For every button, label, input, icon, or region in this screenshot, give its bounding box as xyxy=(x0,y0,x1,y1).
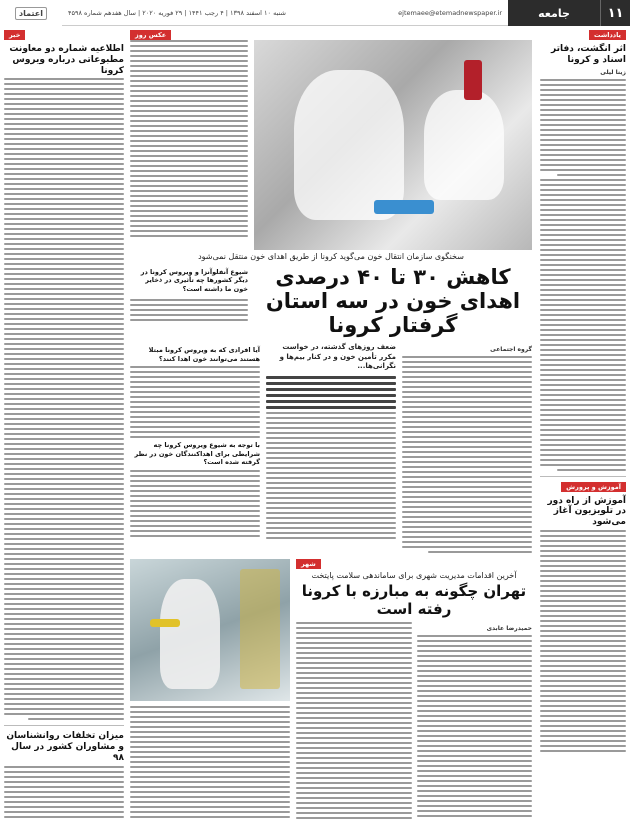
second-headline: تهران چگونه به مبارزه با کرونا رفته است xyxy=(301,582,527,619)
blood-donation-photo xyxy=(254,40,532,250)
second-story-side-text xyxy=(130,706,290,820)
second-author: حمیدرضا عابدی xyxy=(486,625,532,633)
qa-question-2: آیا افرادی که به ویروس کرونا مبتلا هستند می‌توانند خون اهدا کنند؟ xyxy=(148,346,260,363)
left-body-1 xyxy=(4,78,124,720)
main-author: گروه اجتماعی xyxy=(490,346,532,354)
header-info-bar xyxy=(62,0,508,26)
second-kicker: آخرین اقدامات مدیریت شهری برای ساماندهی سلامت پایتخت xyxy=(311,571,517,581)
note-body xyxy=(540,79,626,471)
main-column-b xyxy=(266,343,396,553)
section-email[interactable]: ejtemaee@etemadnewspaper.ir xyxy=(398,8,502,17)
masthead-logo xyxy=(0,0,62,26)
section-title: جامعه xyxy=(508,0,600,26)
news-tag: خبر xyxy=(4,30,25,40)
education-headline: آموزش از راه دور در تلویزیون آغاز می‌شود xyxy=(547,495,626,528)
main-column-c xyxy=(130,343,260,553)
education-body xyxy=(540,530,626,752)
qa-question-1: شیوع آنفلوآنزا و ویروس کرونا در دیگر کشورها چه تأثیری در ذخایر خون ما داشته است؟ xyxy=(140,268,248,293)
issue-info: شنبه ۱۰ اسفند ۱۳۹۸ | ۴ رجب ۱۴۴۱ | ۲۹ فوریه ۲۰۲۰ | سال هفدهم شماره ۴۵۹۸ xyxy=(68,8,286,17)
left-headline-2: میزان تخلفات روانشناسان و مشاوران کشور در سال ۹۸ xyxy=(6,731,124,763)
center-region xyxy=(130,30,532,820)
side-text-2 xyxy=(130,263,248,339)
main-headline: کاهش ۳۰ تا ۴۰ درصدی اهدای خون در سه استان گرفتار کرونا xyxy=(265,265,521,338)
left-body-2 xyxy=(4,766,124,820)
qa-question-3: با توجه به شیوع ویروس کرونا چه شرایطی برای اهداکنندگان خون در نظر گرفته شده است؟ xyxy=(134,441,260,467)
main-kicker: سخنگوی سازمان انتقال خون می‌گوید کرونا از طریق اهدای خون منتقل نمی‌شود xyxy=(198,252,464,261)
disinfection-photo xyxy=(130,559,290,701)
left-headline-1: اطلاعیه شماره دو معاونت مطبوعاتی درباره ویروس کرونا xyxy=(9,44,124,76)
city-tag: شهر xyxy=(296,559,321,569)
note-headline: اثر انگشت، دفاتر اسناد و کرونا xyxy=(550,44,626,65)
second-story xyxy=(296,559,532,820)
note-author: زینا لیلی xyxy=(600,68,626,76)
main-column-a xyxy=(402,343,532,553)
main-lead: ضعف روزهای گذشته، در خواست مکرر تأمین خون و در کنار بیم‌ها و نگرانی‌ها... xyxy=(279,343,396,371)
logo-text: اعتماد xyxy=(15,7,47,20)
photo-tag: عکس روز xyxy=(130,30,171,40)
left-column xyxy=(4,30,124,820)
photo-side-text xyxy=(130,40,248,250)
column-tag-education: آموزش و پرورش xyxy=(561,482,626,492)
column-tag-note: یادداشت xyxy=(589,30,626,40)
page-number: ۱۱ xyxy=(600,0,630,26)
right-column xyxy=(540,30,626,820)
page-header xyxy=(0,0,630,26)
